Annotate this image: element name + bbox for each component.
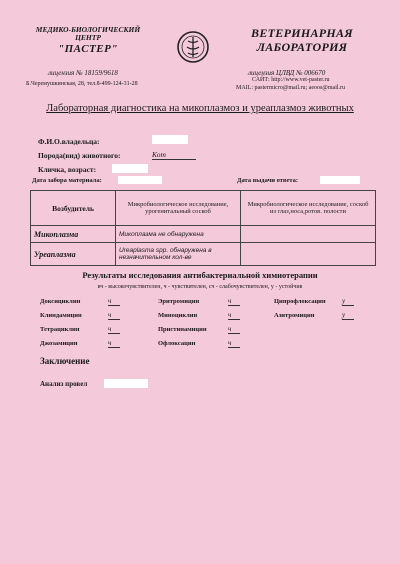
- row-result: Микоплазма не обнаружена: [116, 226, 241, 243]
- antibiotic-value: ч: [228, 325, 240, 334]
- nickname-label: Кличка, возраст:: [38, 165, 97, 174]
- antibiotic-name: Азитромицин: [274, 312, 315, 319]
- col-eyes-nose: Микробиологическое исследование, соскоб из глаз,носа,ротов. полости: [241, 191, 376, 226]
- redacted-nickname: [112, 164, 148, 173]
- breed-label: Порода(вид) животного:: [38, 151, 121, 160]
- row-other: [241, 243, 376, 266]
- antibiotic-name: Офлоксацин: [158, 340, 196, 347]
- lab-title-line2: ЛАБОРАТОРИЯ: [256, 40, 348, 54]
- lab-title-line1: ВЕТЕРИНАРНАЯ: [251, 26, 353, 40]
- license-left: лицензия № 18159/9618: [48, 69, 118, 77]
- report-title: Лабораторная диагностика на микоплазмоз и уреаплазмоз животных: [46, 103, 354, 114]
- redacted-sample-date: [118, 176, 162, 184]
- lab-site: САЙТ: http://www.vet-paster.ru: [252, 77, 330, 83]
- table-row: [31, 226, 376, 243]
- row-other: [241, 226, 376, 243]
- redacted-owner: [152, 135, 188, 144]
- row-name: Уреаплазма: [31, 243, 116, 266]
- col-pathogen: Возбудитель: [31, 191, 116, 226]
- antibiotics-legend: вч - высокочувствителен, ч - чувствителен, сч - слабочувствителен, у - устойчив: [97, 284, 303, 290]
- antibiotic-value: ч: [228, 297, 240, 306]
- antibiotic-value: у: [342, 311, 354, 320]
- antibiotics-title: Результаты исследования антибактериальной химиотерапии: [82, 270, 318, 280]
- antibiotic-value: ч: [108, 311, 120, 320]
- redacted-analyst: [104, 379, 148, 388]
- antibiotic-name: Эритромицин: [158, 298, 200, 305]
- antibiotic-name: Доксициклин: [40, 298, 81, 305]
- antibiotic-name: Тетрациклин: [40, 326, 80, 333]
- license-right: лицензия ЦЛВД № 006670: [248, 69, 326, 77]
- antibiotic-value: у: [342, 297, 354, 306]
- breed-value: Кот: [152, 150, 196, 160]
- org-header: [22, 26, 154, 55]
- col-urogenital: Микробиологическое исследование, урогенитальный соскоб: [116, 191, 241, 226]
- row-result: Ureaplasma spp. обнаружена в незначительном кол-ве: [116, 243, 241, 266]
- antibiotic-value: ч: [108, 297, 120, 306]
- sample-date-label: Дата забора материала:: [32, 177, 102, 184]
- lab-mail: MAIL: pastermicro@mail.ru; aeoos@mail.ru: [236, 85, 346, 91]
- antibiotic-value: ч: [108, 339, 120, 348]
- results-table: [30, 190, 376, 266]
- redacted-issue-date: [320, 176, 360, 184]
- owner-label: Ф.И.О.владельца:: [38, 137, 100, 146]
- org-address: Б.Черемушкинская, 28, тел.8-499-124-31-28: [26, 81, 138, 87]
- issue-date-label: Дата выдачи ответа:: [237, 177, 299, 184]
- antibiotic-value: ч: [228, 339, 240, 348]
- antibiotic-name: Джозамицин: [40, 340, 78, 347]
- row-name: Микоплазма: [31, 226, 116, 243]
- conclusion-label: Заключение: [40, 356, 90, 366]
- antibiotic-name: Пристинамицин: [158, 326, 207, 333]
- antibiotic-name: Клиндамицин: [40, 312, 82, 319]
- antibiotic-value: ч: [108, 325, 120, 334]
- table-header-row: [31, 191, 376, 226]
- org-type: МЕДИКО-БИОЛОГИЧЕСКИЙ ЦЕНТР: [35, 25, 141, 42]
- antibiotic-name: Ципрофлоксацин: [274, 298, 326, 305]
- table-row: [31, 243, 376, 266]
- lab-header: [232, 26, 372, 54]
- analysis-label: Анализ провел: [40, 380, 88, 388]
- antibiotic-name: Миноциклин: [158, 312, 198, 319]
- org-name: "ПАСТЕР": [58, 43, 118, 55]
- antibiotic-value: ч: [228, 311, 240, 320]
- lab-emblem-icon: [176, 30, 210, 64]
